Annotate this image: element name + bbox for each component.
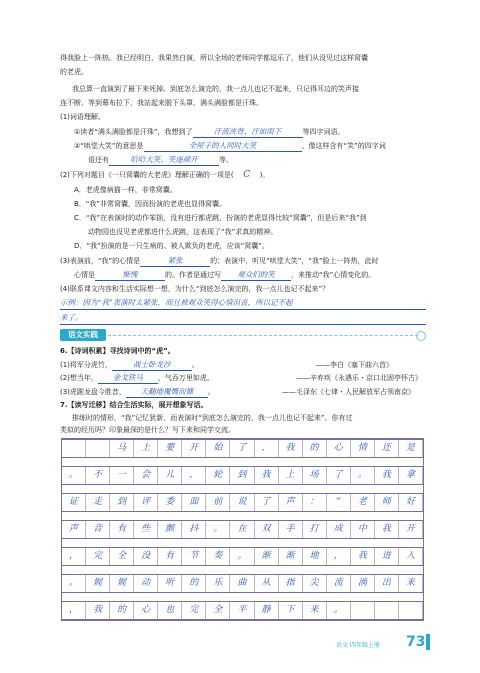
grid-cell: ， — [255, 440, 279, 457]
grid-cell: 我 — [351, 548, 375, 565]
passage-line-2: 的老虎。 — [60, 68, 88, 76]
grid-cell: 拿 — [399, 467, 423, 484]
grid-cell: 乐 — [206, 575, 230, 592]
grid-row — [62, 439, 423, 458]
q4-answer-line1: 示例：因为“我”表演时太紧张，而且被观众笑得心情沮丧，所以记不起 — [60, 298, 293, 307]
grid-cell: 声 — [279, 494, 303, 511]
grid-cell: 动 — [134, 575, 158, 592]
q3-l2-pre: 心情是 — [74, 271, 95, 279]
grid-cell: 静 — [255, 602, 279, 619]
grid-cell: 听 — [158, 575, 182, 592]
q3-line2 — [74, 270, 375, 281]
q6-title: 6.【诗词积累】寻找诗词中的“虎”。 — [60, 347, 175, 355]
q2-stem-end: )。 — [259, 171, 270, 179]
grid-cell: ， — [182, 467, 206, 484]
grid-cell: 前 — [206, 494, 230, 511]
q1-stem: (1)词语理解。 — [60, 113, 105, 121]
grid-cell: 儿 — [158, 467, 182, 484]
grid-cell: 。 — [62, 467, 86, 484]
section-divider — [108, 335, 418, 336]
grid-cell: 情 — [351, 440, 375, 457]
grid-cell: 评 — [134, 494, 158, 511]
grid-cell: 全 — [206, 602, 230, 619]
grid-cell: 的 — [182, 575, 206, 592]
q6-r2-post: ，气吞万里如虎。 — [157, 374, 214, 382]
grid-cell — [375, 602, 399, 619]
grid-cell: 开 — [182, 440, 206, 457]
grid-cell: 走 — [86, 494, 110, 511]
grid-cell: 完 — [86, 548, 110, 565]
grid-cell: 一 — [110, 467, 134, 484]
grid-row — [62, 574, 423, 593]
grid-cell: 马 — [110, 440, 134, 457]
grid-cell: 心 — [134, 602, 158, 619]
q3-answer-2: 惭愧 — [95, 270, 165, 281]
q2-stem — [60, 170, 269, 180]
grid-cell: 师 — [375, 494, 399, 511]
q7-title: 7.【读写迁移】结合生活实际，展开想象写话。 — [60, 401, 208, 409]
section-dot-icon — [416, 331, 426, 341]
grid-cell: 双 — [255, 521, 279, 538]
grid-cell: 尖 — [303, 575, 327, 592]
grid-cell: ， — [62, 548, 86, 565]
q1-b-answer: 全屋子的人同时大笑 — [144, 141, 302, 152]
grid-cell: 渐 — [279, 548, 303, 565]
grid-cell: 有 — [158, 548, 182, 565]
grid-cell: 的 — [303, 440, 327, 457]
q6-r2-answer: 金戈铁马 — [98, 373, 158, 384]
grid-row — [62, 466, 423, 485]
grid-cell: 入 — [399, 548, 423, 565]
grid-cell: 面 — [182, 494, 206, 511]
grid-cell: 要 — [158, 440, 182, 457]
q1-c-pre: 语还有 — [88, 156, 109, 164]
grid-cell: 是 — [399, 440, 423, 457]
grid-cell: 下 — [279, 602, 303, 619]
grid-cell: 也 — [158, 602, 182, 619]
grid-cell: 始 — [206, 440, 230, 457]
footer-label: 语文 四年级上册 — [336, 642, 380, 649]
q2-option-c-line2: 动物园也没见老虎都进什么虎跳，这表现了“我”求真的精神。 — [88, 228, 278, 236]
grid-cell: 开 — [399, 521, 423, 538]
grid-cell: 没 — [134, 548, 158, 565]
q4-stem: (4)联系课文内容和生活实际想一想，为什么“到底怎么演完的，我一点儿也记不起来”？ — [60, 285, 330, 293]
grid-row — [62, 601, 423, 620]
grid-cell: 了 — [327, 467, 351, 484]
grid-cell: 出 — [375, 575, 399, 592]
grid-cell: 上 — [134, 440, 158, 457]
grid-cell: 节 — [182, 548, 206, 565]
grid-cell: 委 — [158, 494, 182, 511]
section-title: 语文实践 — [60, 329, 106, 341]
grid-cell: 地 — [303, 548, 327, 565]
grid-cell: 我 — [255, 467, 279, 484]
q1-b-pre: ②“哄堂大笑”的意思是 — [74, 142, 144, 150]
q7-prompt-line1: 排练时的情形，“我”记忆犹新，而表演时“到底怎么演完的，我一点儿也记不起来”。你有过 — [72, 414, 353, 422]
q1-b — [74, 141, 386, 152]
grid-cell: 全 — [110, 548, 134, 565]
grid-cell: 完 — [182, 602, 206, 619]
q6-r3-answer: 天翻地覆慨而慷 — [126, 387, 208, 398]
q4-answer-rule-2 — [60, 324, 426, 325]
grid-cell — [62, 440, 86, 457]
grid-cell: 手 — [279, 521, 303, 538]
passage-line-4: 连不断。等到幕布拉下，我站起来脱下头罩，满头满脸都是汗珠。 — [60, 99, 263, 107]
grid-cell: 了 — [230, 440, 254, 457]
q6-r1-post: 。 — [191, 361, 199, 369]
grid-cell: 会 — [134, 467, 158, 484]
grid-cell: 还 — [375, 440, 399, 457]
q3-l1-mid: 的；表演中，听见“哄堂大笑”，“我”脸上一阵热，此时 — [210, 257, 379, 265]
q6-r3-source: ——毛泽东《七律・人民解放军占领南京》 — [282, 388, 415, 396]
grid-cell: ， — [327, 548, 351, 565]
q6-row3 — [60, 387, 215, 398]
q3-l2-mid: 的。作者是通过写 — [165, 271, 221, 279]
grid-cell: 曲 — [230, 575, 254, 592]
page-number-bar — [426, 634, 430, 650]
grid-cell — [399, 602, 423, 619]
grid-row — [62, 493, 423, 512]
grid-cell: 淌 — [351, 575, 375, 592]
q1-a — [74, 127, 345, 138]
q1-c-answer: 哈哈大笑、笑逐颜开 — [109, 155, 219, 166]
grid-cell: 我 — [86, 602, 110, 619]
q2-answer: C — [243, 170, 251, 180]
grid-cell: 打 — [303, 521, 327, 538]
grid-cell: “ — [327, 494, 351, 511]
q1-b-post: 。像这样含有“笑”的四字词 — [301, 142, 386, 150]
grid-row — [62, 547, 423, 566]
grid-cell — [86, 440, 110, 457]
grid-cell: 到 — [230, 467, 254, 484]
q3-answer-1: 紧张 — [140, 256, 210, 267]
grid-cell: 了 — [255, 494, 279, 511]
grid-cell: 有 — [110, 521, 134, 538]
section-bar — [60, 329, 426, 341]
q6-row1 — [60, 360, 199, 371]
grid-cell: ： — [303, 494, 327, 511]
grid-cell: 说 — [230, 494, 254, 511]
q6-r1-answer: 战士卧龙沙 — [112, 360, 192, 371]
grid-cell: 。 — [327, 602, 351, 619]
q6-r2-source: ——辛弃疾《永遇乐・京口北固亭怀古》 — [296, 374, 422, 382]
q1-c-post: 等。 — [219, 156, 233, 164]
grid-cell: 从 — [255, 575, 279, 592]
q2-stem-text: (2)下列对题目《一只窝囊的大老虎》理解正确的一项是( — [60, 171, 234, 179]
q2-option-a: A．老虎像病猫一样，非常窝囊。 — [74, 186, 177, 194]
q4-answer-line2: 来了。 — [60, 313, 83, 322]
q1-a-pre: ①读者“满头满脸都是汗珠”，我想到了 — [74, 128, 193, 136]
grid-cell: 好 — [399, 494, 423, 511]
q6-r1-source: ——李白《塞下曲六首》 — [316, 361, 393, 369]
grid-cell: 些 — [134, 521, 158, 538]
grid-cell: 渐 — [255, 548, 279, 565]
q6-r3-pre: (3)虎踞龙盘今胜昔， — [60, 388, 126, 396]
grid-cell: 上 — [279, 467, 303, 484]
q3-l2-post: ，来推动“我”心情变化的。 — [291, 271, 376, 279]
passage-line-3: 我总算一直演到了最下来死掉。到底怎么演完的，我一点儿也记不起来，只记得耳边的笑声接 — [72, 85, 359, 93]
grid-cell: 轮 — [206, 467, 230, 484]
q3-answer-3: 观众们的笑 — [221, 270, 291, 281]
grid-cell: 平 — [230, 602, 254, 619]
q1-a-post: 等四字词语。 — [302, 128, 345, 136]
grid-cell: 老 — [351, 494, 375, 511]
grid-cell: 场 — [303, 467, 327, 484]
q2-option-c-line1: C．“我”在表演时的动作笨拙，没有进行都虎跳，扮演的老虎显得比较“窝囊”，但是后来“我”到 — [74, 214, 367, 222]
grid-cell: 我 — [375, 467, 399, 484]
grid-cell: 。 — [62, 575, 86, 592]
grid-cell: 成 — [327, 521, 351, 538]
grid-cell: 。 — [230, 548, 254, 565]
grid-cell: 证 — [62, 494, 86, 511]
grid-cell: 指 — [279, 575, 303, 592]
q7-prompt-line2: 类似的经历吗？印象最深的是什么？写下来和同学交流。 — [60, 426, 235, 434]
q6-r3-post: 。 — [207, 388, 215, 396]
grid-row — [62, 520, 423, 539]
grid-cell: 不 — [86, 467, 110, 484]
grid-cell: 来 — [303, 602, 327, 619]
q6-row2 — [60, 373, 214, 384]
q6-r2-pre: (2)想当年， — [60, 374, 98, 382]
grid-cell: 。 — [351, 467, 375, 484]
q1-c — [88, 155, 233, 166]
grid-cell: 娓 — [86, 575, 110, 592]
grid-cell: 的 — [110, 602, 134, 619]
q1-a-answer: 汗流浃背、汗如雨下 — [193, 127, 303, 138]
q2-option-d: D．“我”扮演的是一只生病的、被人欺负的老虎，应该“窝囊”。 — [74, 242, 269, 250]
grid-cell: 心 — [327, 440, 351, 457]
grid-cell: 我 — [279, 440, 303, 457]
q3-l1-pre: (3)表演前，“我”的心情是 — [60, 257, 141, 265]
grid-cell: 在 — [230, 521, 254, 538]
grid-cell: 中 — [351, 521, 375, 538]
grid-cell: 进 — [375, 548, 399, 565]
passage-line-1: 得我脸上一阵热。我已经明白，我果然白演，所以全场的老师同学都逗乐了，他们从没见过这样窝囊 — [60, 54, 368, 62]
writing-grid — [61, 438, 424, 621]
grid-cell: 娓 — [110, 575, 134, 592]
grid-cell: 。 — [206, 521, 230, 538]
q6-r1-pre: (1)将军分虎竹， — [60, 361, 112, 369]
grid-cell — [351, 602, 375, 619]
grid-cell: 来 — [399, 575, 423, 592]
grid-cell: 抖 — [182, 521, 206, 538]
q2-option-b: B．“我”非常窝囊，因而扮演的老虎也显得窝囊。 — [74, 200, 227, 208]
grid-cell: 到 — [110, 494, 134, 511]
grid-cell: 我 — [375, 521, 399, 538]
grid-cell: ， — [62, 602, 86, 619]
grid-cell: 颤 — [158, 521, 182, 538]
page-number: 73 — [406, 634, 426, 650]
grid-cell: 音 — [86, 521, 110, 538]
q3-line1 — [60, 256, 379, 267]
grid-cell: 奏 — [206, 548, 230, 565]
grid-cell: 流 — [327, 575, 351, 592]
grid-cell: 声 — [62, 521, 86, 538]
q4-answer-rule-1 — [60, 309, 426, 310]
